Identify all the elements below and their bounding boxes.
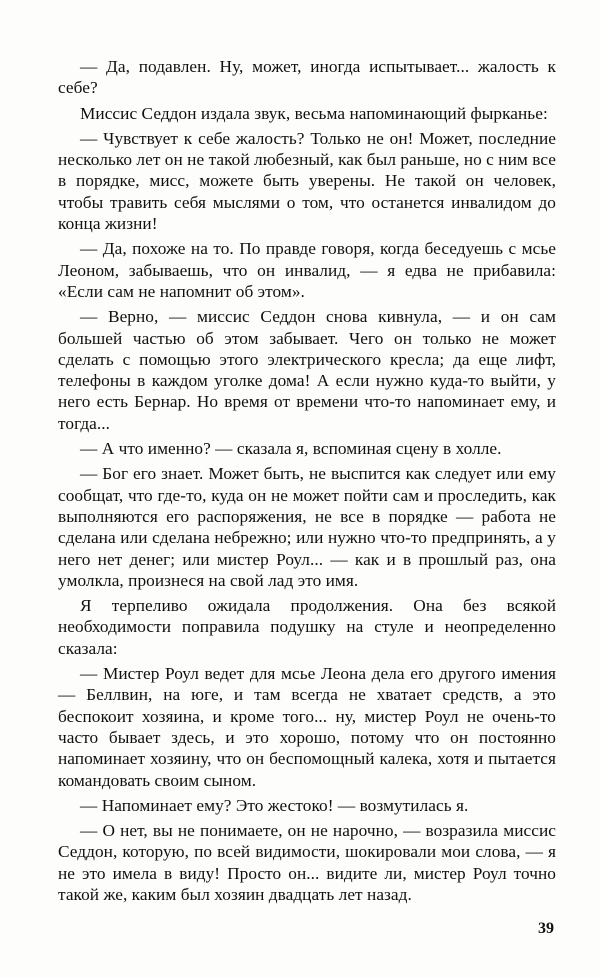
paragraph-1: — Да, подавлен. Ну, может, иногда испытывает... жалость к себе?: [58, 57, 556, 98]
paragraph-9: — Мистер Роул ведет для мсье Леона дела его другого имения — Беллвин, на юге, и там всегда не хватает средств, а это беспокоит хозяина, и кроме того... ну, мистер Роул не очень-то часто бывает здесь, и это хорошо, потому что он постоянно напоминает хозяину, что он беспомощный калека, хотя и пытается командовать своим сыном.: [58, 664, 556, 790]
paragraph-3: — Чувствует к себе жалость? Только не он! Может, последние несколько лет он не такой любезный, как был раньше, но с ним все в порядке, мисс, можете быть уверены. Не такой он человек, чтобы травить себя мыслями о том, что останется инвалидом до конца жизни!: [58, 128, 556, 234]
paragraph-6: — А что именно? — сказала я, вспоминая сцену в холле.: [80, 439, 502, 459]
paragraph-8: Я терпеливо ожидала продолжения. Она без всякой необходимости поправила подушку на стуле и неопределенно сказала:: [58, 596, 556, 658]
paragraph-10: — Напоминает ему? Это жестоко! — возмутилась я.: [80, 795, 469, 815]
page-text: [58, 56, 556, 905]
paragraph-2: Миссис Седдон издала звук, весьма напоминающий фырканье:: [80, 103, 548, 123]
paragraph-5: — Верно, — миссис Седдон снова кивнула, — и он сам большей частью об этом забывает. Чего он только не может сделать с помощью этого электрического кресла; да еще лифт, телефоны в каждом уголке дома! А если нужно куда-то выйти, у него есть Бернар. Но время от времени что-то напоминает ему, и тогда...: [58, 307, 556, 433]
paragraph-7: — Бог его знает. Может быть, не выспится как следует или ему сообщат, что где-то, куда он не может пойти сам и проследить, как выполняются его распоряжения, не все в порядке — работа не сделана или сделана небрежно; или нужно что-то предпринять, а у него нет денег; или мистер Роул... — как и в прошлый раз, она умолкла, произнеся на свой лад это имя.: [58, 464, 556, 590]
paragraph-4: — Да, похоже на то. По правде говоря, когда беседуешь с мсье Леоном, забываешь, что он инвалид, — я едва не прибавила: «Если сам не напомнит об этом».: [58, 239, 556, 301]
paragraph-11: — О нет, вы не понимаете, он не нарочно, — возразила миссис Седдон, которую, по всей видимости, шокировали мои слова, — я не это имела в виду! Просто он... видите ли, мистер Роул точно такой же, каким был хозяин двадцать лет назад.: [58, 821, 556, 904]
page-number: 39: [538, 920, 554, 937]
